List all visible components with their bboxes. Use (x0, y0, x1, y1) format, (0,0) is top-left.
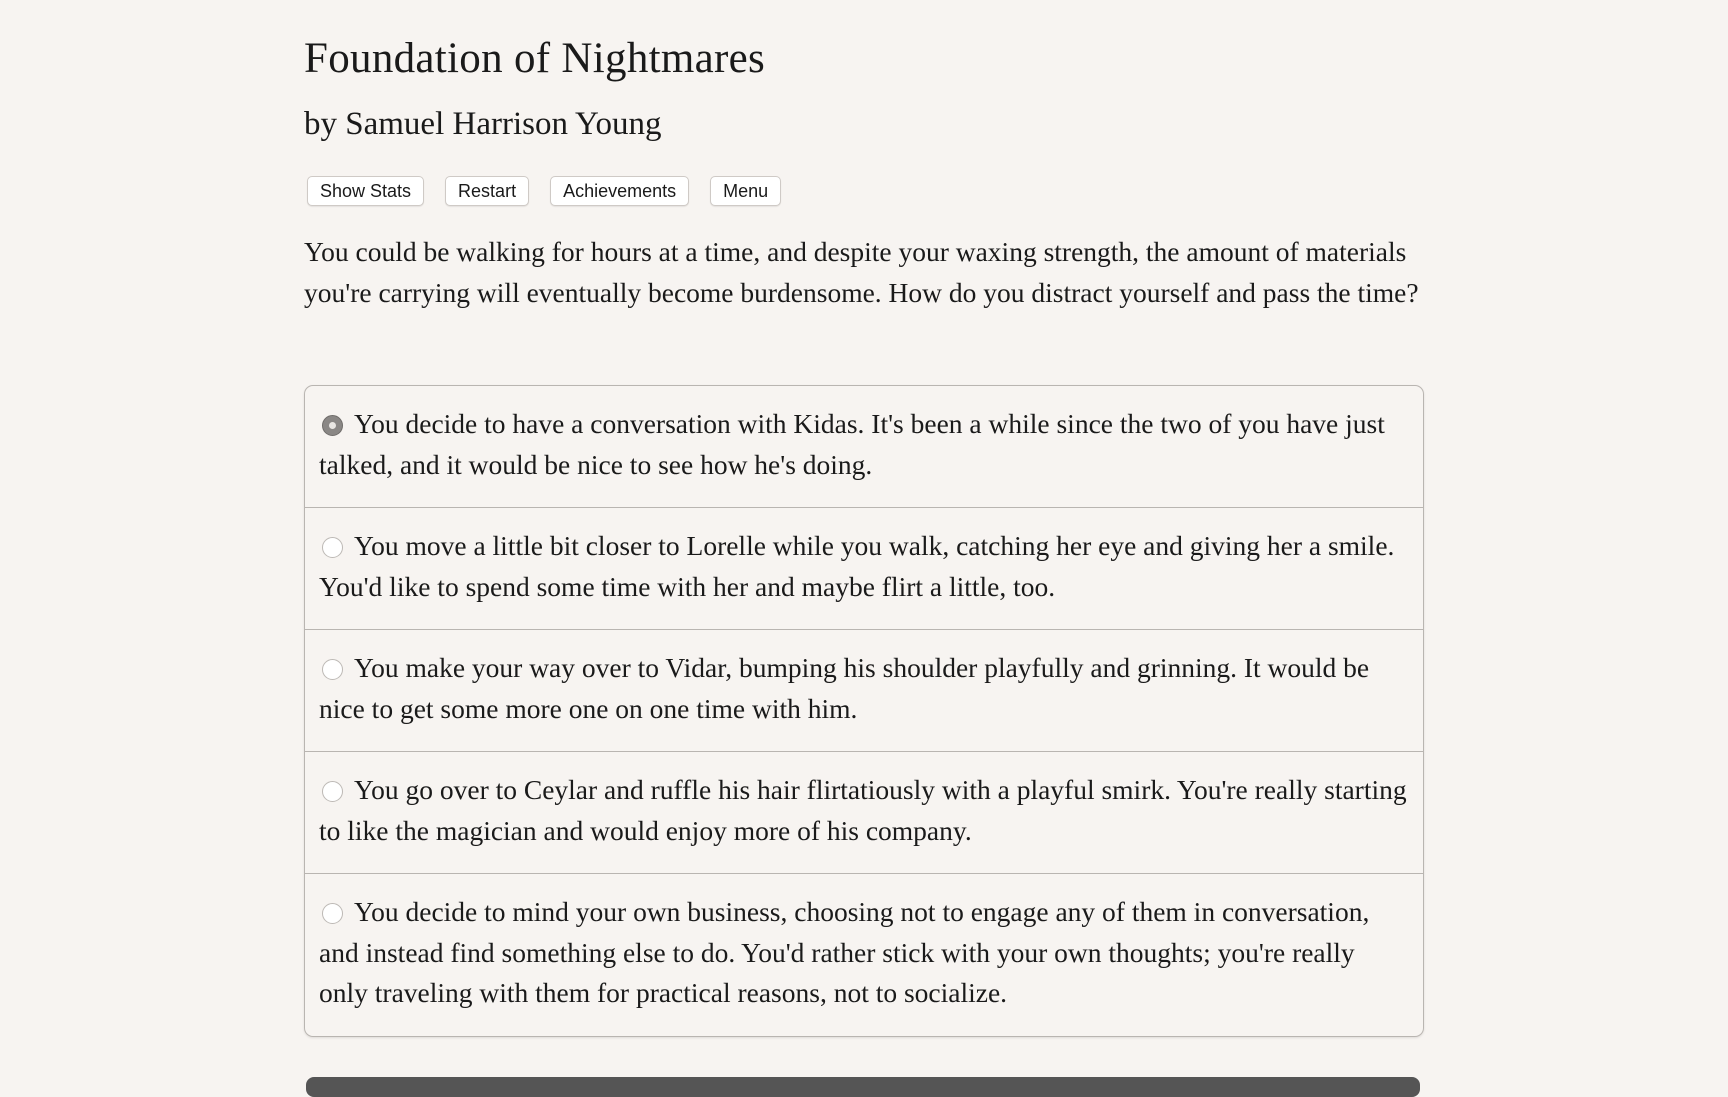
toolbar (307, 176, 781, 206)
show-stats-button[interactable]: Show Stats (307, 176, 424, 206)
radio-button[interactable] (322, 781, 343, 802)
next-button[interactable] (306, 1077, 1420, 1097)
choice-text: You decide to have a conversation with Kidas. It's been a while since the two of you have just talked, and it would be nice to see how he's doing. (319, 408, 1385, 480)
choice-text: You go over to Ceylar and ruffle his hair flirtatiously with a playful smirk. You're really starting to like the magician and would enjoy more of his company. (319, 774, 1407, 846)
menu-button[interactable]: Menu (710, 176, 781, 206)
choice-option[interactable] (305, 629, 1423, 751)
achievements-button[interactable]: Achievements (550, 176, 689, 206)
choice-option[interactable] (305, 751, 1423, 873)
radio-button[interactable] (322, 903, 343, 924)
choice-list (304, 385, 1424, 1037)
radio-button-selected[interactable] (322, 415, 343, 436)
choice-option[interactable] (305, 386, 1423, 507)
choice-text: You decide to mind your own business, choosing not to engage any of them in conversation, and instead find something else to do. You'd rather stick with your own thoughts; you're really only traveling with them for practical reasons, not to socialize. (319, 896, 1370, 1008)
restart-button[interactable]: Restart (445, 176, 529, 206)
choice-text: You make your way over to Vidar, bumping his shoulder playfully and grinning. It would be nice to get some more one on one time with him. (319, 652, 1370, 724)
radio-button[interactable] (322, 659, 343, 680)
choice-option[interactable] (305, 873, 1423, 1036)
game-author: by Samuel Harrison Young (304, 106, 662, 142)
radio-button[interactable] (322, 537, 343, 558)
choice-text: You move a little bit closer to Lorelle while you walk, catching her eye and giving her a smile. You'd like to spend some time with her and maybe flirt a little, too. (319, 530, 1395, 602)
game-title: Foundation of Nightmares (304, 35, 766, 82)
choice-option[interactable] (305, 507, 1423, 629)
story-text: You could be walking for hours at a time, and despite your waxing strength, the amount of materials you're carrying will eventually become burdensome. How do you distract yourself and pass the time? (304, 236, 1419, 308)
